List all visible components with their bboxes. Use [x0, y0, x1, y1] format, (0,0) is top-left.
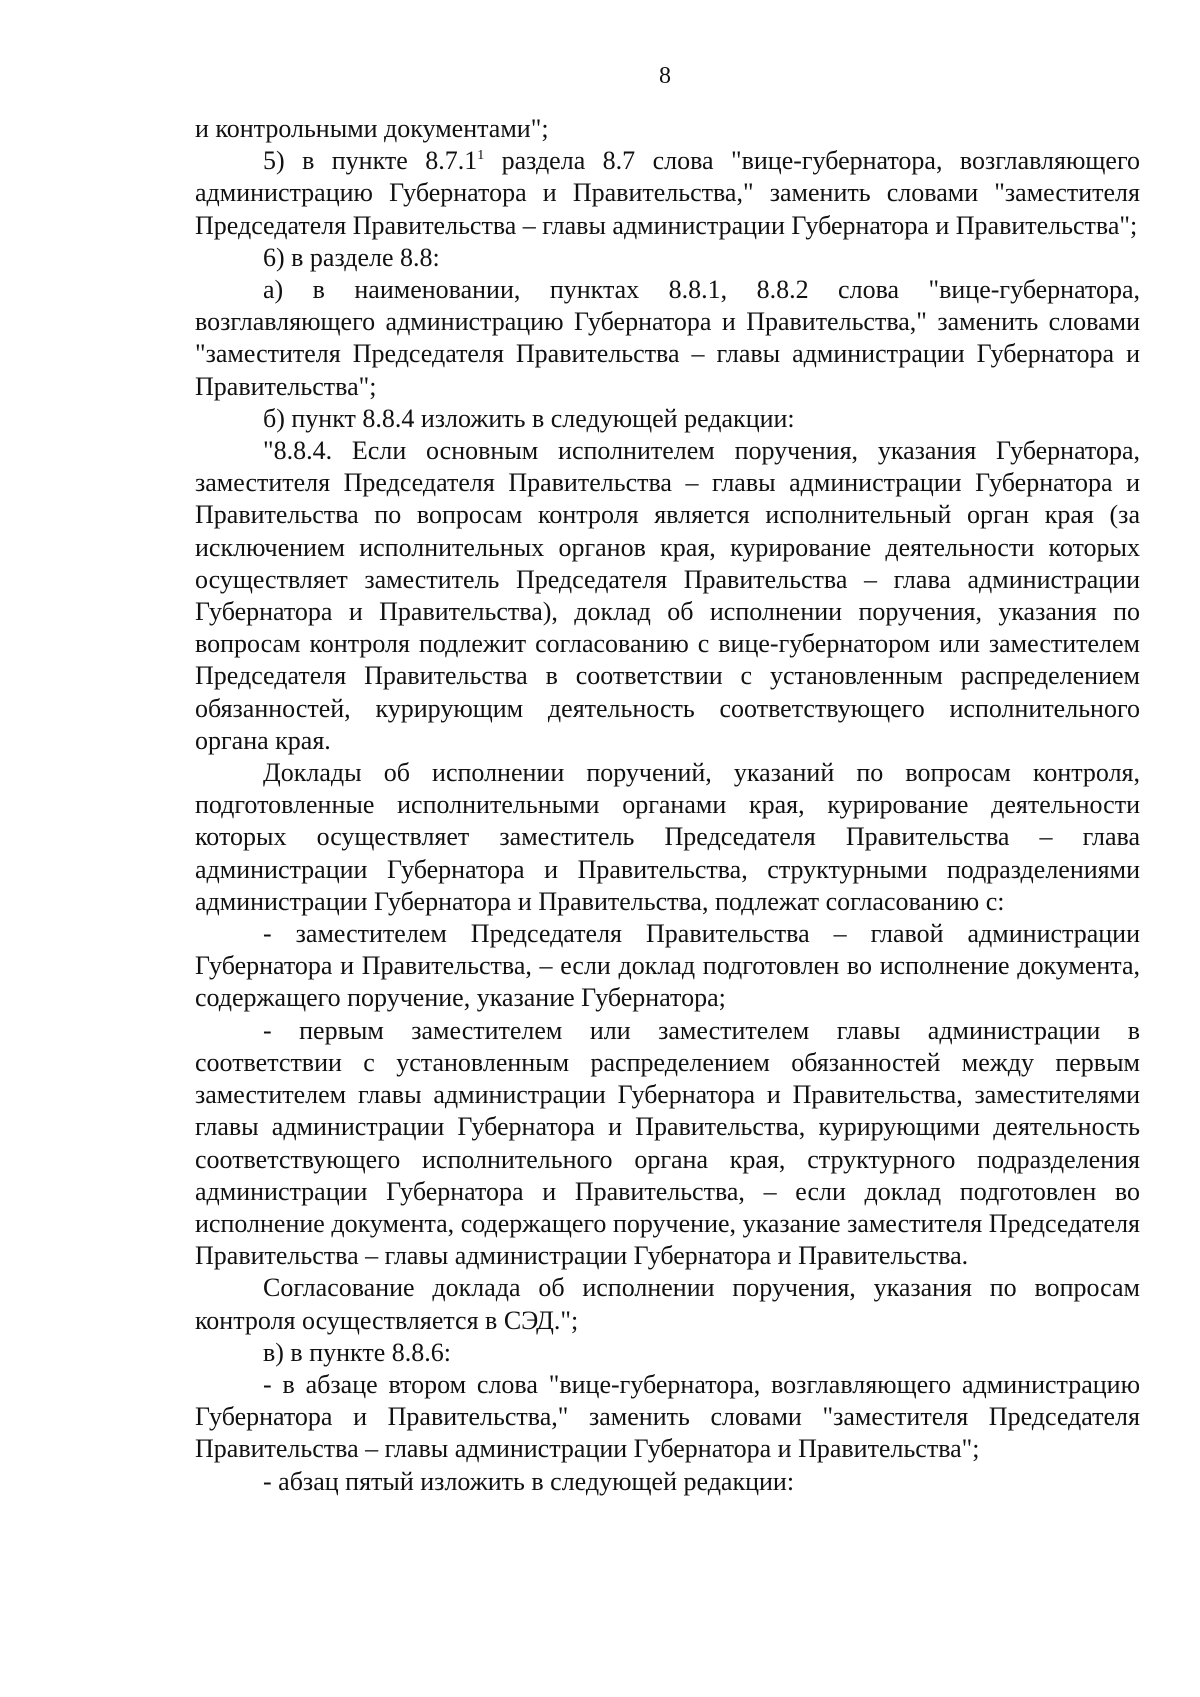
paragraph-continuation: и контрольными документами"; [195, 114, 549, 143]
page-number: 8 [659, 63, 671, 89]
paragraph-subitem-a: а) в наименовании, пунктах 8.8.1, 8.8.2 слова "вице-губернатора, возглавляющего администрацию Губернатора и Правительства," заменить словами "заместителя Председателя Правительства – главы администрации Губернатора и Правительства"; [195, 275, 1140, 401]
paragraph-dash-second-abzac: - в абзаце втором слова "вице-губернатора, возглавляющего администрацию Губернатора и Правительства," заменить словами "заместителя Председателя Правительства – главы администрации Губернатора и Правительства"; [195, 1369, 1140, 1464]
paragraph-subitem-v: в) в пункте 8.8.6: [263, 1337, 451, 1367]
superscript-mark: 1 [477, 148, 485, 164]
paragraph-reports-approval: Доклады об исполнении поручений, указаний по вопросам контроля, подготовленные исполнительными органами края, курирование деятельности которых осуществляет заместитель Председателя Правительства – глава администрации Губернатора и Правительства, структурными подразделениями администрации Губернатора и Правительства, подлежат согласованию с: [195, 758, 1140, 916]
document-body [195, 113, 1140, 1498]
paragraph-approval-in-sed: Согласование доклада об исполнении поручения, указания по вопросам контроля осуществляется в СЭД."; [195, 1273, 1140, 1335]
paragraph-clause-8-8-4: "8.8.4. Если основным исполнителем поручения, указания Губернатора, заместителя Председателя Правительства – главы администрации Губернатора и Правительства по вопросам контроля является исполнительный орган края (за исключением исполнительных органов края, курирование деятельности которых осуществляет заместитель Председателя Правительства – глава администрации Губернатора и Правительства), доклад об исполнении поручения, указания по вопросам контроля подлежит согласованию с вице-губернатором или заместителем Председателя Правительства в соответствии с установленным распределением обязанностей, курирующим деятельность соответствующего исполнительного органа края. [195, 436, 1140, 755]
paragraph-item-5 [195, 145, 1140, 242]
paragraph-item-5-text-end: раздела 8.7 слова "вице-губернатора, возглавляющего администрацию Губернатора и Правительства," заменить словами "заместителя Председателя Правительства – главы администрации Губернатора и Правительства"; [195, 146, 1140, 240]
paragraph-subitem-b: б) пункт 8.8.4 изложить в следующей редакции: [263, 403, 795, 433]
paragraph-item-6: 6) в разделе 8.8: [263, 242, 440, 272]
paragraph-dash-fifth-abzac: - абзац пятый изложить в следующей редакции: [263, 1466, 795, 1496]
paragraph-dash-first-deputy: - первым заместителем или заместителем главы администрации в соответствии с установленным распределением обязанностей между первым заместителем главы администрации Губернатора и Правительства, заместителями главы администрации Губернатора и Правительства, курирующими деятельность соответствующего исполнительного органа края, структурного подразделения администрации Губернатора и Правительства, – если доклад подготовлен во исполнение документа, содержащего поручение, указание заместителя Председателя Правительства – главы администрации Губернатора и Правительства. [195, 1015, 1140, 1271]
paragraph-dash-deputy-chairman: - заместителем Председателя Правительства – главой администрации Губернатора и Правительства, – если доклад подготовлен во исполнение документа, содержащего поручение, указание Губернатора; [195, 919, 1140, 1013]
paragraph-item-5-text-start: 5) в пункте 8.7.1 [263, 146, 478, 176]
